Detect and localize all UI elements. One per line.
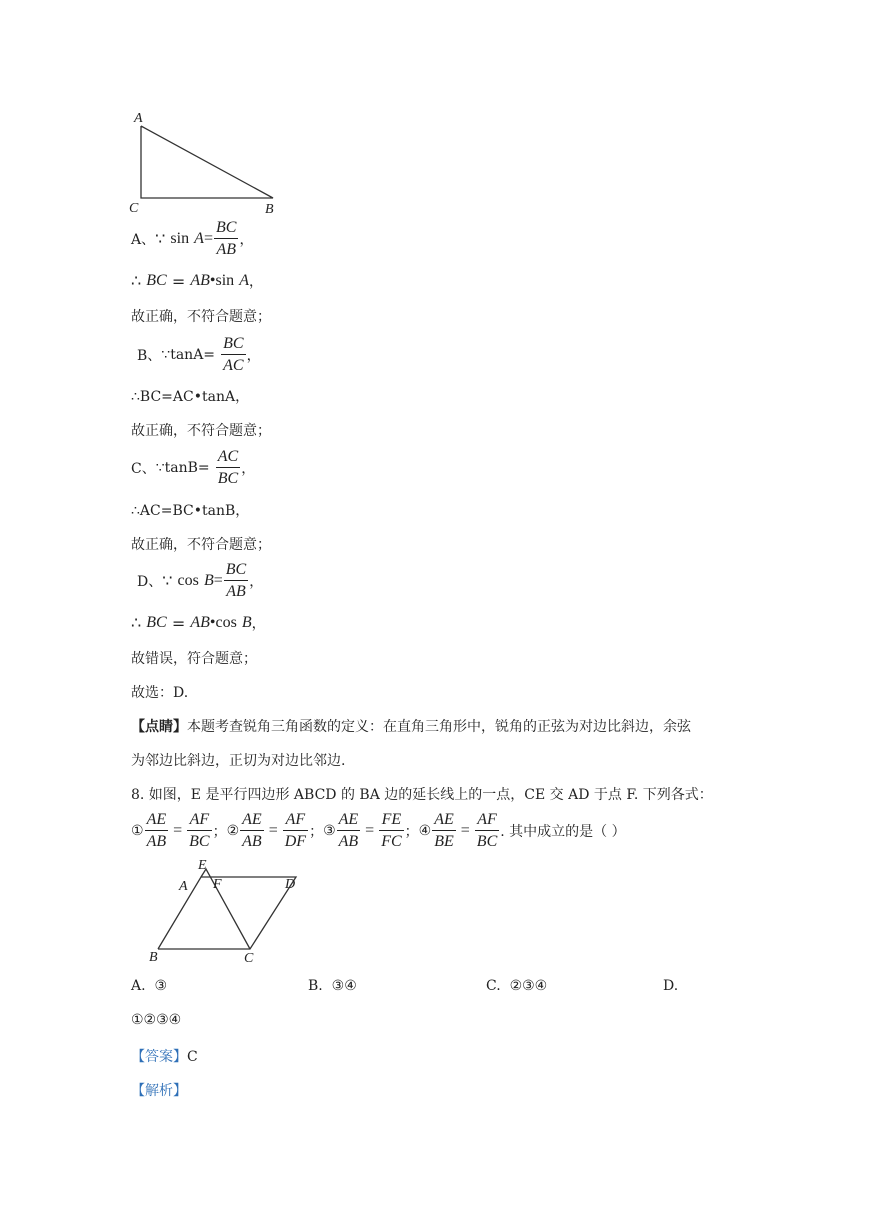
- formula-number: ②: [226, 822, 240, 839]
- option-b-prefix: B、: [137, 347, 162, 364]
- denominator: AC: [223, 357, 244, 374]
- numerator: FE: [379, 811, 403, 831]
- fraction: [145, 811, 169, 850]
- option-b-because: ∵tanA=: [161, 346, 216, 363]
- option-c-prefix: C、: [131, 460, 156, 477]
- lhs: BC: [146, 272, 167, 289]
- rhs-func: cos: [215, 614, 237, 631]
- answer-value: C: [187, 1049, 198, 1065]
- var-a: A: [194, 229, 204, 247]
- because-symbol: ∵: [155, 230, 166, 248]
- right-triangle-figure: [128, 106, 284, 218]
- comma: ，: [241, 460, 256, 477]
- option-a-text: ③: [154, 978, 168, 994]
- comma: ，: [249, 274, 264, 290]
- denominator: AB: [338, 833, 359, 850]
- option-c-because: ∵tanB=: [155, 459, 210, 476]
- question-8-formulas: [131, 811, 626, 850]
- numerator: AF: [283, 811, 308, 831]
- answer-line: [131, 1046, 198, 1066]
- option-c: [486, 978, 547, 994]
- question-8-tail: . 其中成立的是（ ）: [500, 823, 626, 840]
- denominator: FC: [381, 833, 402, 850]
- formula-number: ①: [131, 822, 144, 839]
- option-a-derivation: ∴ BC = AB • sin A ，: [131, 271, 264, 291]
- numerator: BC: [224, 561, 248, 581]
- numerator: AF: [475, 811, 499, 831]
- fraction: [475, 811, 499, 850]
- analysis-tag: 【解析】: [131, 1083, 187, 1099]
- rhs-factor: AB: [190, 272, 210, 289]
- option-d-letter: D.: [663, 978, 679, 994]
- dot: •: [209, 272, 216, 289]
- separator: ；: [212, 823, 227, 840]
- triangle-label-b: B: [265, 202, 274, 217]
- because-symbol: ∵: [162, 572, 173, 590]
- option-c-text: ②③④: [509, 978, 548, 994]
- fraction: [240, 811, 264, 850]
- numerator: AE: [432, 811, 456, 831]
- fraction: [337, 811, 361, 850]
- fraction: [216, 448, 240, 487]
- denominator: AB: [226, 583, 246, 600]
- equals-sign: =: [203, 229, 213, 247]
- denominator: BC: [189, 833, 210, 850]
- figure-label-a: A: [179, 879, 188, 894]
- equals-sign: =: [365, 821, 375, 839]
- option-d-prefix: D、: [137, 573, 163, 590]
- option-b-condition: [137, 335, 261, 374]
- separator: ；: [404, 823, 419, 840]
- separator: ；: [309, 823, 324, 840]
- fraction: [224, 561, 248, 600]
- question-8-stem: 8. 如图，E 是平行四边形 ABCD 的 BA 边的延长线上的一点，CE 交 AD 于点 F. 下列各式：: [131, 787, 713, 803]
- fraction: [379, 811, 403, 850]
- lhs: BC: [146, 614, 167, 631]
- fraction: [432, 811, 456, 850]
- fraction: [221, 335, 245, 374]
- cos-func: cos: [177, 571, 199, 589]
- comment-tag: 【点睛】: [131, 719, 187, 735]
- option-c-condition: [131, 448, 255, 487]
- figure-label-b: B: [149, 950, 158, 965]
- denominator: BE: [434, 833, 454, 850]
- fraction: [214, 219, 238, 258]
- option-a-condition: [131, 219, 253, 258]
- numerator: BC: [221, 335, 245, 355]
- dot: •: [209, 614, 216, 631]
- rhs-factor: AB: [190, 614, 210, 631]
- comma: ，: [239, 231, 254, 248]
- figure-label-e: E: [198, 858, 207, 873]
- option-b-text: ③④: [331, 978, 357, 994]
- option-b-conclusion: 故正确，不符合题意；: [131, 423, 271, 439]
- comma: ，: [251, 616, 266, 632]
- sin-func: sin: [170, 229, 190, 247]
- figure-label-f: F: [213, 877, 222, 892]
- var-b: B: [203, 571, 214, 589]
- formula-number: ③: [323, 822, 336, 839]
- comma: ，: [249, 573, 264, 590]
- option-a-conclusion: 故正确，不符合题意；: [131, 309, 271, 325]
- numerator: AE: [145, 811, 169, 831]
- therefore-symbol: ∴: [131, 273, 142, 290]
- equals-sign: =: [460, 821, 470, 839]
- fraction: [283, 811, 308, 850]
- denominator: AB: [146, 833, 167, 850]
- comment-text-1: 本题考查锐角三角函数的定义：在直角三角形中，锐角的正弦为对边比斜边，余弦: [187, 719, 691, 735]
- option-a-letter: A.: [131, 978, 146, 994]
- denominator: AB: [216, 241, 236, 258]
- rhs-var: B: [241, 614, 252, 631]
- option-d-conclusion: 故错误，符合题意；: [131, 651, 257, 667]
- numerator: AE: [240, 811, 264, 831]
- option-b: [308, 978, 357, 994]
- equals-sign: =: [268, 821, 278, 839]
- triangle-label-a: A: [134, 111, 143, 126]
- denominator: BC: [476, 833, 498, 850]
- figure-label-c: C: [244, 951, 254, 966]
- option-a-prefix: A、: [131, 231, 156, 248]
- comment-line-2: 为邻边比斜边，正切为对边比邻边.: [131, 753, 346, 769]
- rhs-var: A: [239, 272, 250, 289]
- comment-line-1: [131, 716, 691, 736]
- fraction: [187, 811, 211, 850]
- therefore-symbol: ∴: [131, 615, 142, 632]
- option-d-derivation: ∴ BC = AB • cos B ，: [131, 613, 266, 633]
- option-d: [663, 978, 678, 994]
- comma: ，: [246, 347, 261, 364]
- selection-line: 故选：D.: [131, 685, 189, 701]
- option-c-conclusion: 故正确，不符合题意；: [131, 537, 271, 553]
- formula-number: ④: [418, 822, 432, 839]
- option-c-letter: C.: [486, 978, 501, 994]
- option-b-derivation: ∴BC=AC•tanA，: [131, 389, 250, 405]
- figure-label-d: D: [285, 877, 296, 892]
- option-d-text: ①②③④: [131, 1012, 182, 1028]
- parallelogram-figure: [146, 857, 306, 967]
- numerator: AF: [187, 811, 211, 831]
- option-a: [131, 978, 167, 994]
- option-c-derivation: ∴AC=BC•tanB，: [131, 503, 250, 519]
- numerator: AE: [337, 811, 361, 831]
- option-b-letter: B.: [308, 978, 323, 994]
- rhs-func: sin: [215, 272, 235, 289]
- equals-sign: =: [173, 821, 183, 839]
- denominator: DF: [284, 833, 307, 850]
- answer-tag: 【答案】: [131, 1049, 187, 1065]
- denominator: BC: [217, 470, 239, 487]
- denominator: AB: [242, 833, 262, 850]
- equals-sign: =: [213, 571, 223, 589]
- triangle-label-c: C: [129, 201, 139, 216]
- numerator: BC: [214, 219, 238, 239]
- option-d-condition: [137, 561, 263, 600]
- numerator: AC: [216, 448, 240, 468]
